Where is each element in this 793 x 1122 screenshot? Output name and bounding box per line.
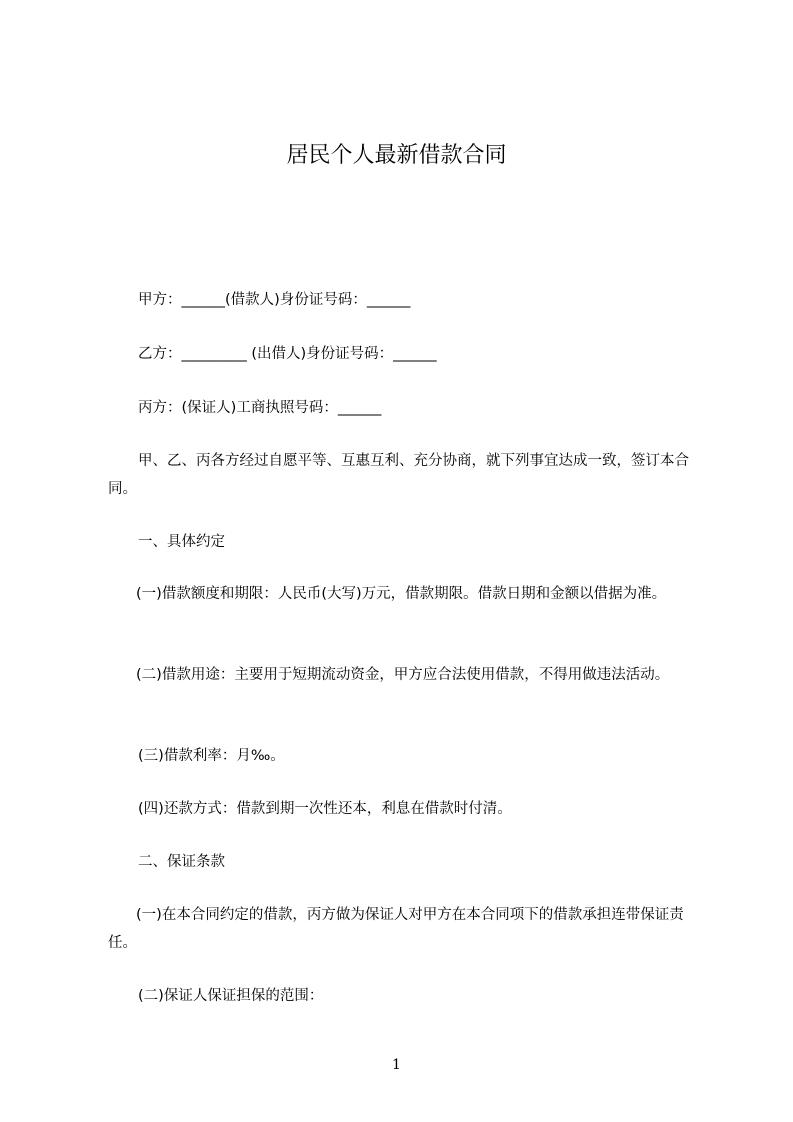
clause-1-2: (二)借款用途：主要用于短期流动资金，甲方应合法使用借款，不得用做违法活动。 — [136, 667, 670, 683]
party-b-line: 乙方：_________ (出借人)身份证号码：______ — [138, 346, 437, 362]
party-c-line: 丙方：(保证人)工商执照号码：______ — [138, 400, 382, 416]
section-heading-1: 一、具体约定 — [138, 534, 225, 550]
clause-2-1: (一)在本合同约定的借款，丙方做为保证人对甲方在本合同项下的借款承担连带保证责任。 — [108, 907, 684, 951]
clause-1-4: (四)还款方式：借款到期一次性还本，利息在借款时付清。 — [138, 801, 512, 817]
section-heading-2: 二、保证条款 — [138, 854, 225, 870]
party-a-line: 甲方：______(借款人)身份证号码：______ — [138, 292, 411, 308]
clause-2-2: (二)保证人保证担保的范围： — [138, 988, 324, 1004]
document-title: 居民个人最新借款合同 — [286, 143, 507, 168]
clause-1-3: (三)借款利率：月‰。 — [138, 748, 285, 764]
preamble-paragraph: 甲、乙、丙各方经过自愿平等、互惠互利、充分协商，就下列事宜达成一致，签订本合同。 — [108, 453, 689, 497]
clause-1-1: (一)借款额度和期限：人民币(大写)万元，借款期限。借款日期和金额以借据为准。 — [136, 586, 667, 602]
page-number: 1 — [392, 1057, 401, 1073]
